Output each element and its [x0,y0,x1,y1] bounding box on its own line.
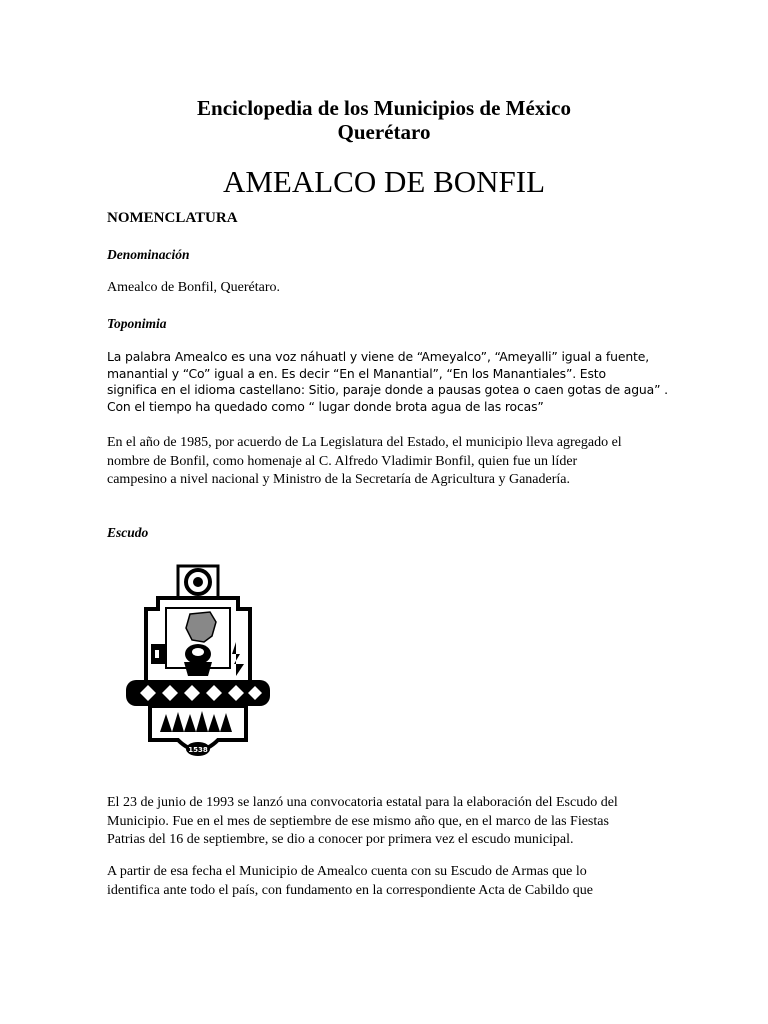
text-line: En el año de 1985, por acuerdo de La Legislatura del Estado, el municipio lleva agregado el [107,435,622,450]
encyclopedia-title: Enciclopedia de los Municipios de México [197,96,571,120]
subheading-toponimia: Toponimia [107,316,167,331]
section-heading-nomenclatura: NOMENCLATURA [107,210,238,226]
text-line: Patrias del 16 de septiembre, se dio a conocer por primera vez el escudo municipal. [107,832,574,847]
subheading-escudo: Escudo [107,525,149,540]
toponimia-paragraph [107,349,697,415]
state-name: Querétaro [337,120,431,144]
text-line: identifica ante todo el país, con fundamento en la correspondiente Acta de Cabildo que [107,882,593,898]
denominacion-text: Amealco de Bonfil, Querétaro. [107,280,280,295]
text-line: campesino a nivel nacional y Ministro de la Secretaría de Agricultura y Ganadería. [107,472,570,487]
coat-of-arms-image [118,564,278,764]
page-title: AMEALCO DE BONFIL [222,164,546,199]
text-line: La palabra Amealco es una voz náhuatl y viene de “Ameyalco”, “Ameyalli” igual a fuente, [107,349,649,364]
history-paragraph [107,434,697,490]
text-line: significa en el idioma castellano: Sitio, paraje donde a pausas gotea o caen gotas de agua” . [107,382,668,398]
escudo-paragraph-2 [107,863,697,900]
text-line: Con el tiempo ha quedado como “ lugar donde brota agua de las rocas” [107,398,544,414]
escudo-paragraph-1 [107,794,697,850]
text-line: A partir de esa fecha el Municipio de Amealco cuenta con su Escudo de Armas que lo [107,864,587,879]
text-line: Municipio. Fue en el mes de septiembre de ese mismo año que, en el marco de las Fiestas [107,813,609,829]
text-line: El 23 de junio de 1993 se lanzó una convocatoria estatal para la elaboración del Escudo del [107,795,618,810]
crest-year: 1538 [188,746,208,754]
subheading-denominacion: Denominación [107,247,190,262]
text-line: nombre de Bonfil, como homenaje al C. Alfredo Vladimir Bonfil, quien fue un líder [107,453,578,469]
text-line: manantial y “Co” igual a en. Es decir “En el Manantial”, “En los Manantiales”. Esto [107,365,606,381]
